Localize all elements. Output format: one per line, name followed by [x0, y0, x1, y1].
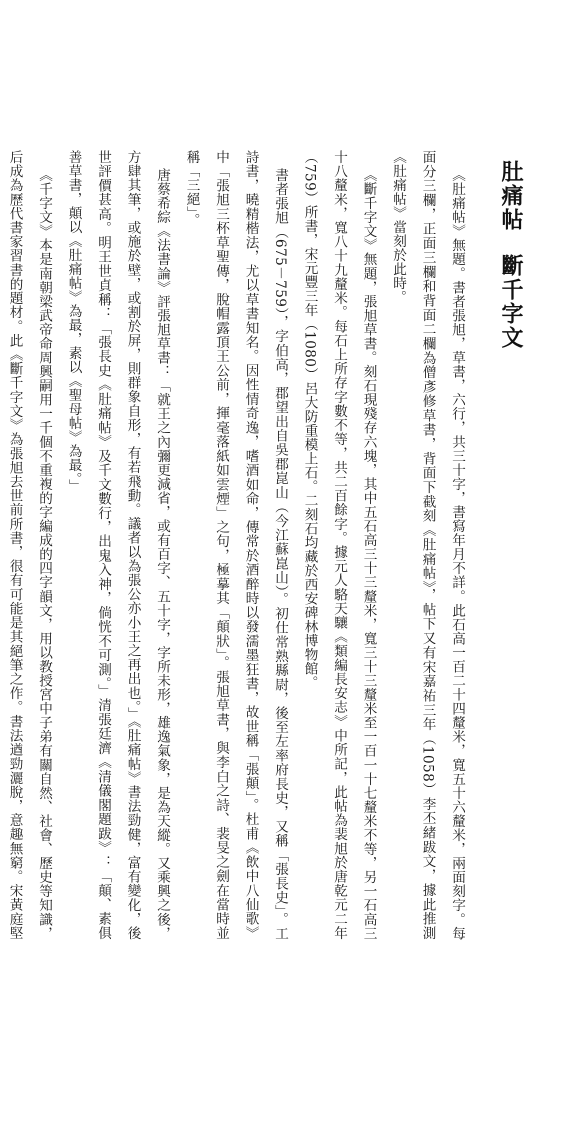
paragraph-3: 書者張旭（675－759），字伯高，郡望出自吳郡崑山（今江蘇崑山）。初仕常熟縣尉，後至左率府長史，又稱「張長史」。工詩書，曉精楷法，尤以草書知名。因性情奇逸，嗜酒如命，傳常於酒醉時以發濡墨狂書，故世稱「張顛」。杜甫《飲中八仙歌》中「張旭三杯草聖傳，脫帽露頂王公前，揮毫落紙如雲煙」之句，極摹其「顛狀」。張旭草書，與李白之詩、裴旻之劍在當時並稱「三絕」。 [183, 150, 288, 940]
paragraph-1: 《肚痛帖》無題。書者張旭，草書，六行，共三十字，書寫年月不詳。此石高一百二十四釐米，寬五十六釐米，兩面刻字。每面分三欄，正面三欄和背面二欄為僧彥修草書，背面下截刻《肚痛帖》，帖下又有宋嘉祐三年（1058）李丕緒跋文，據此推測《肚痛帖》當刻於此時。 [390, 150, 465, 940]
paragraph-5: 《千字文》本是南朝梁武帝命周興嗣用一千個不重複的字編成的四字韻文，用以教授宮中子弟有關自然、社會、歷史等知識，后成為歷代書家習書的題材。此《斷千字文》為張旭去世前所書，很有可能是其絕筆之作。書法遒勁灑脫，意趣無窮。宋黃庭堅 [6, 150, 52, 940]
body-text [0, 150, 471, 940]
paragraph-2: 《斷千字文》無題，張旭草書。刻石現殘存六塊，其中五石高三十三釐米，寬三十三釐米至一百一十七釐米不等，另一石高三十八釐米，寬八十九釐米。每石上所存字數不等，共二百餘字。據元人駱天驤《類編長安志》中所記，此帖為裴旭於唐乾元二年（759）所書，宋元豐三年（1080）呂大防重模上石。二刻石均藏於西安碑林博物館。 [301, 150, 377, 940]
title-part-2: 斷千字文 [498, 254, 523, 350]
title-part-1: 肚痛帖 [498, 160, 523, 232]
paragraph-4: 唐蔡希綜《法書論》評張旭草書：「就王之內彌更減省，或有百字、五十字，字所未形，雄逸氣象，是為天縱。又乘興之後，方肆其筆，或施於壁，或割於屏，則群象自形，有若飛動。議者以為張公亦小王之再出也。」《肚痛帖》書法勁健，富有變化，後世評價甚高。明王世貞稱：「張長史《肚痛帖》及千文數行，出鬼入神，倘恍不可測。」清張廷濟《清儀閣題跋》：「顛、素俱善草書，顛以《肚痛帖》為最，素以《聖母帖》為最。」 [65, 150, 170, 940]
page-title [499, 160, 521, 350]
